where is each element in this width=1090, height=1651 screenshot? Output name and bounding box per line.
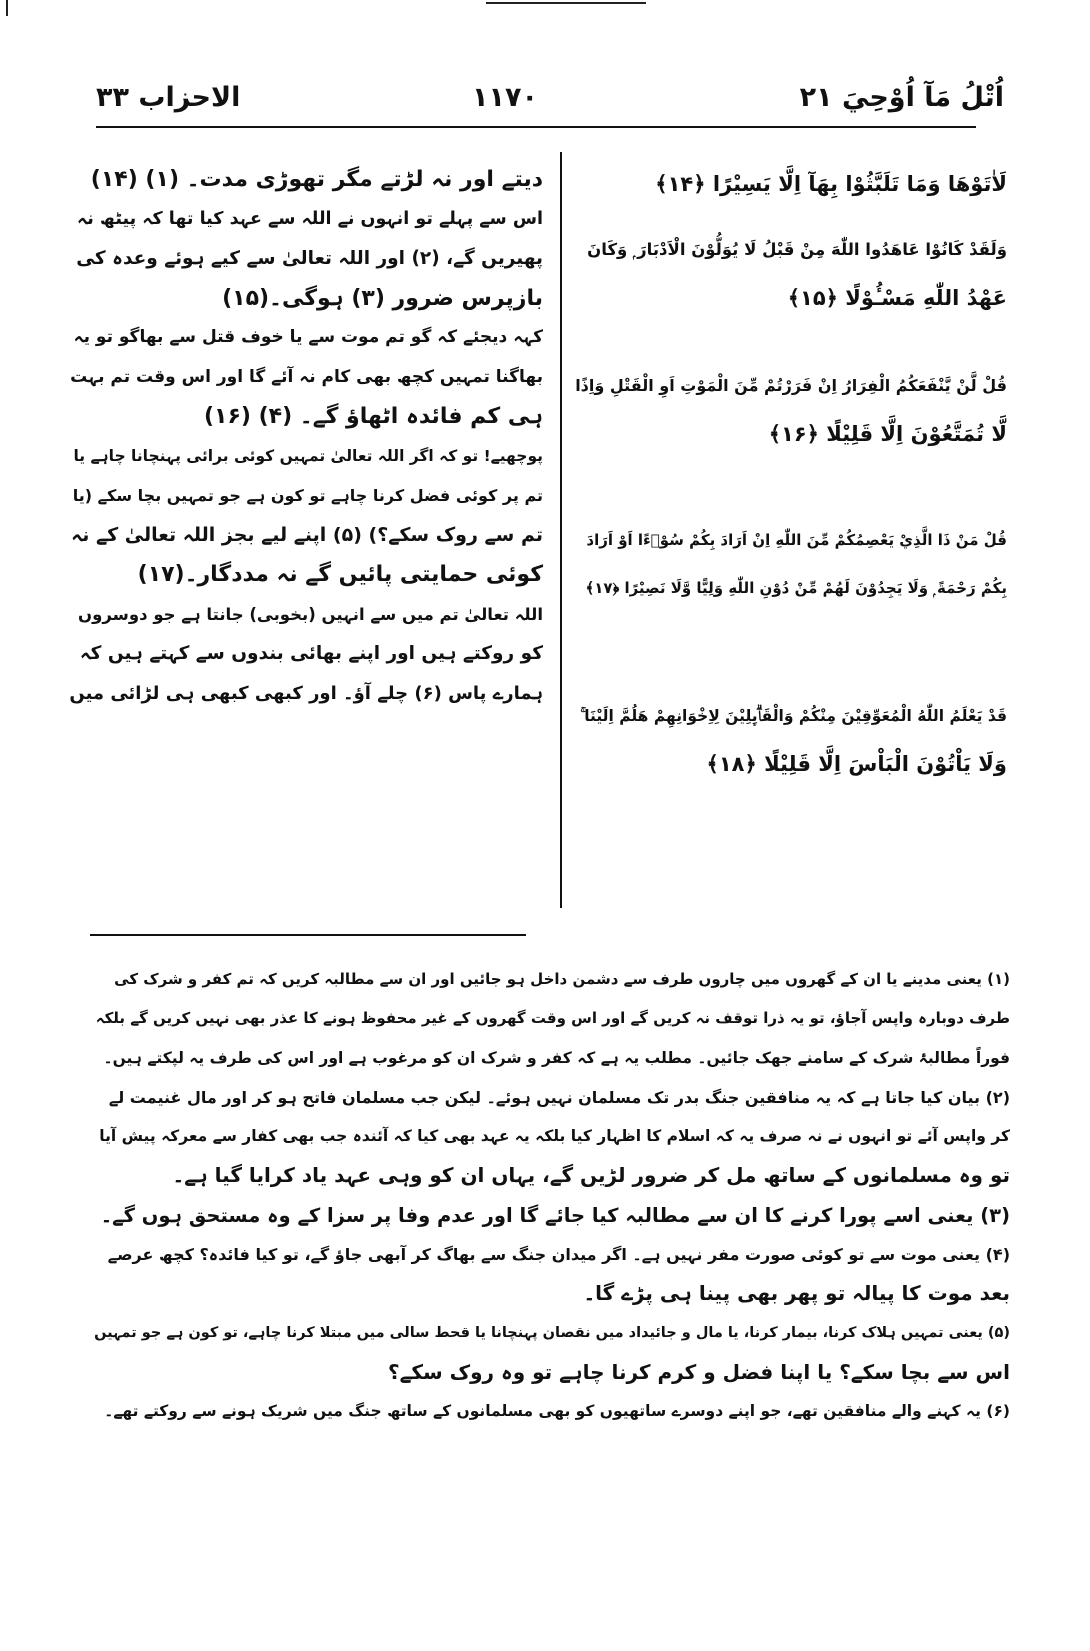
translation-line: بھاگنا تمہیں کچھ بھی کام نہ آئے گا اور اس وقت تم بہت bbox=[70, 366, 543, 387]
translation-line: ہمارے پاس (۶) چلے آؤ۔ اور کبھی کبھی ہی لڑائی میں bbox=[69, 682, 543, 704]
footnote-rule bbox=[90, 934, 526, 936]
footnote-line: (۴) یعنی موت سے تو کوئی صورت مفر نہیں ہے۔ اگر میدان جنگ سے بھاگ کر آبھی جاؤ گے، تو کیا فائدہ؟ کچھ عرصے bbox=[107, 1245, 1010, 1265]
footnote-line: طرف دوبارہ واپس آجاؤ، تو یہ ذرا توقف نہ کریں گے اور اس وقت گھروں کے غیر محفوظ ہونے کا عذر بھی نہیں کریں گے بلکہ bbox=[95, 1009, 1010, 1028]
verse-line: عَهْدُ اللّٰهِ مَسْـُٔوْلًا ﴿۱۵﴾ bbox=[787, 286, 1007, 310]
verse-14 bbox=[575, 160, 1007, 208]
translation-line: کہہ دیجئے کہ گو تم موت سے یا خوف قتل سے بھاگو تو یہ bbox=[73, 327, 543, 347]
footnote-line: (۲) بیان کیا جاتا ہے کہ یہ منافقین جنگ بدر تک مسلمان نہیں ہوئے۔ لیکن جب مسلمان فاتح ہو کر اور مال غنیمت لے bbox=[108, 1087, 1010, 1107]
translation-line: کوئی حمایتی پائیں گے نہ مددگار۔(۱۷) bbox=[137, 562, 543, 587]
verse-18 bbox=[575, 692, 1007, 788]
translation-line: ہی کم فائدہ اٹھاؤ گے۔ (۴) (۱۶) bbox=[203, 404, 543, 429]
arabic-column bbox=[575, 160, 1007, 788]
translation-line: تم پر کوئی فضل کرنا چاہے تو کون ہے جو تمہیں بچا سکے (یا bbox=[72, 486, 543, 505]
footnote-line: تو وہ مسلمانوں کے ساتھ مل کر ضرور لڑیں گے، یہاں ان کو وہی عہد یاد کرایا گیا ہے۔ bbox=[172, 1163, 1010, 1188]
translation-line: اللہ تعالیٰ تم میں سے انہیں (بخوبی) جانتا ہے جو دوسروں bbox=[78, 604, 543, 624]
translation-line: تم سے روک سکے؟) (۵) اپنے لیے بجز اللہ تعالیٰ کے نہ bbox=[71, 523, 543, 546]
footnote-line: (۳) یعنی اسے پورا کرنے کا ان سے مطالبہ کیا جائے گا اور عدم وفا پر سزا کے وہ مستحق ہوں گے۔ bbox=[100, 1203, 1010, 1227]
verse-line: قَدْ يَعْلَمُ اللّٰهُ الْمُعَوِّقِيْنَ مِنْكُمْ وَالْقَاۗىِٕلِيْنَ لِاِخْوَانِهِمْ هَلُمَّ اِلَيْنَا ۚ bbox=[580, 707, 1007, 725]
header-rule bbox=[96, 126, 976, 128]
verse-line: بِكُمْ رَحْمَةً ۭ وَلَا يَجِدُوْنَ لَهُمْ مِّنْ دُوْنِ اللّٰهِ وَلِيًّا وَّلَا نَصِيْرًا ﴿۱۷﴾ bbox=[585, 579, 1007, 597]
verse-line: لَّا تُمَتَّعُوْنَ اِلَّا قَلِيْلًا ﴿۱۶﴾ bbox=[768, 422, 1007, 446]
footnote-line: (۵) یعنی تمہیں ہلاک کرنا، بیمار کرنا، یا مال و جائیداد میں نقصان پہنچانا یا قحط سالی میں مبتلا کرنا چاہے، تو کون ہے جو تمہیں bbox=[94, 1324, 1010, 1341]
verse-line: وَلَا يَاْتُوْنَ الْبَاْسَ اِلَّا قَلِيْلًا ﴿۱۸﴾ bbox=[706, 752, 1007, 776]
verse-15 bbox=[575, 226, 1007, 322]
verse-line: وَلَقَدْ كَانُوْا عَاهَدُوا اللّٰهَ مِنْ قَبْلُ لَا يُوَلُّوْنَ الْاَدْبَارَ ۭ وَكَانَ bbox=[587, 240, 1007, 259]
translation-line: کو روکتے ہیں اور اپنے بھائی بندوں سے کہتے ہیں کہ bbox=[79, 643, 543, 664]
page-number: ۱۱۷۰ bbox=[472, 82, 538, 113]
column-separator bbox=[560, 152, 562, 908]
translation-line: پھیریں گے، (۲) اور اللہ تعالیٰ سے کیے ہوئے وعدہ کی bbox=[76, 248, 543, 269]
translation-line: بازپرس ضرور (۳) ہوگی۔(۱۵) bbox=[222, 285, 543, 311]
top-scan-line bbox=[486, 2, 646, 4]
footnotes bbox=[90, 960, 1010, 1432]
footnote-line: (۶) یہ کہنے والے منافقین تھے، جو اپنے دوسرے ساتھیوں کو بھی مسلمانوں کے ساتھ جنگ میں شریک ہونے سے روکتے تھے۔ bbox=[104, 1402, 1010, 1421]
surah-title: الاحزاب ۳۳ bbox=[96, 82, 241, 113]
verse-line: قُلْ مَنْ ذَا الَّذِيْ يَعْصِمُكُمْ مِّنَ اللّٰهِ اِنْ اَرَادَ بِكُمْ سُوْۗءًا اَوْ اَرَادَ bbox=[586, 531, 1007, 549]
verse-line: لَاٰتَوْهَا وَمَا تَلَبَّثُوْا بِهَآ اِلَّا يَسِيْرًا ﴿۱۴﴾ bbox=[655, 172, 1007, 196]
verse-17 bbox=[575, 516, 1007, 612]
footnote-line: کر واپس آئے تو انہوں نے نہ صرف یہ کہ اسلام کا اظہار کیا بلکہ یہ عہد بھی کیا کہ آئندہ جب بھی کفار سے معرکہ پیش آیا bbox=[99, 1127, 1010, 1146]
footnote-line: اس سے بچا سکے؟ یا اپنا فضل و کرم کرنا چاہے تو وہ روک سکے؟ bbox=[388, 1359, 1010, 1384]
urdu-translation-column bbox=[68, 160, 543, 713]
footnote-line: فوراً مطالبۂ شرک کے سامنے جھک جائیں۔ مطلب یہ ہے کہ کفر و شرک ان کو مرغوب ہے اور اس کی طرف یہ لپکتے ہیں۔ bbox=[103, 1048, 1010, 1067]
translation-line: دیتے اور نہ لڑتے مگر تھوڑی مدت۔ (۱) (۱۴) bbox=[90, 167, 543, 192]
translation-line: پوچھیے! تو کہ اگر اللہ تعالیٰ تمہیں کوئی برائی پہنچانا چاہے یا bbox=[73, 446, 543, 465]
translation-line: اس سے پہلے تو انہوں نے اللہ سے عہد کیا تھا کہ پیٹھ نہ bbox=[77, 208, 543, 229]
corner-mark bbox=[6, 0, 8, 16]
footnote-line: بعد موت کا پیالہ تو پھر بھی پینا ہی پڑے گا۔ bbox=[583, 1281, 1010, 1306]
juz-title: اُتْلُ مَآ اُوْحِيَ ۲۱ bbox=[799, 82, 1004, 113]
verse-16 bbox=[575, 362, 1007, 458]
footnote-line: (۱) یعنی مدینے یا ان کے گھروں میں چاروں طرف سے دشمن داخل ہو جائیں اور ان سے مطالبہ کریں کہ تم کفر و شرک کی bbox=[114, 970, 1010, 988]
verse-line: قُلْ لَّنْ يَّنْفَعَكُمُ الْفِرَارُ اِنْ فَرَرْتُمْ مِّنَ الْمَوْتِ اَوِ الْقَتْلِ وَاِذًا bbox=[575, 376, 1007, 395]
